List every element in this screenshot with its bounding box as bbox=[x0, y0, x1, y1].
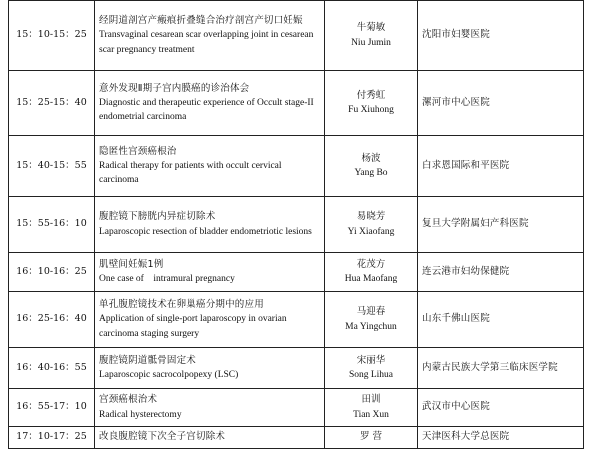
speaker-name-en: Ma Yingchun bbox=[345, 321, 397, 332]
hospital-cell: 复旦大学附属妇产科医院 bbox=[418, 197, 584, 253]
table-row bbox=[9, 348, 584, 389]
hospital-cell: 白求恩国际和平医院 bbox=[418, 136, 584, 197]
speaker-name-cn: 罗 营 bbox=[359, 431, 383, 443]
hospital-cell: 连云港市妇幼保健院 bbox=[418, 253, 584, 292]
time-slot: 16：25-16：40 bbox=[9, 292, 95, 348]
speaker-cell bbox=[325, 136, 418, 197]
time-slot: 15：40-15：55 bbox=[9, 136, 95, 197]
speaker-cell bbox=[325, 292, 418, 348]
topic-title-en: Application of single-port laparoscopy in ovarian carcinoma staging surgery bbox=[99, 314, 287, 339]
time-slot: 16：10-16：25 bbox=[9, 253, 95, 292]
speaker-cell bbox=[325, 389, 418, 427]
time-slot: 17：10-17：25 bbox=[9, 427, 95, 449]
topic-title-cn: 隐匿性宫颈癌根治 bbox=[99, 145, 177, 157]
hospital-cell: 山东千佛山医院 bbox=[418, 292, 584, 348]
topic-title-cn: 宫颈癌根治术 bbox=[99, 394, 158, 406]
topic-cell bbox=[95, 292, 325, 348]
topic-title-en: One case of intramural pregnancy bbox=[99, 274, 235, 284]
speaker-name-cn: 田训 bbox=[361, 394, 381, 406]
time-slot: 16：40-16：55 bbox=[9, 348, 95, 389]
topic-title-en: Transvaginal cesarean scar overlapping joint in cesarean scar pregnancy treatment bbox=[99, 30, 314, 55]
hospital-cell: 天津医科大学总医院 bbox=[418, 427, 584, 449]
table-row bbox=[9, 389, 584, 427]
topic-title-cn: 肌壁间妊娠1例 bbox=[99, 258, 164, 270]
topic-title-cn: 腹腔镜阴道骶骨固定术 bbox=[99, 354, 197, 366]
topic-cell bbox=[95, 253, 325, 292]
speaker-name-cn: 易晓芳 bbox=[356, 211, 386, 223]
speaker-cell bbox=[325, 1, 418, 71]
speaker-name-en: Tian Xun bbox=[353, 409, 389, 420]
topic-cell bbox=[95, 427, 325, 449]
topic-cell bbox=[95, 348, 325, 389]
topic-title-cn: 意外发现Ⅱ期子宫内膜癌的诊治体会 bbox=[99, 82, 250, 94]
topic-title-en: Radical therapy for patients with occult cervical carcinoma bbox=[99, 160, 282, 186]
hospital-cell: 武汉市中心医院 bbox=[418, 389, 584, 427]
topic-title-cn: 单孔腹腔镜技术在卵巢癌分期中的应用 bbox=[99, 299, 264, 311]
topic-title-cn: 改良腹腔镜下次全子宫切除术 bbox=[99, 431, 226, 443]
speaker-name-cn: 付秀虹 bbox=[356, 89, 386, 101]
table-row bbox=[9, 1, 584, 71]
schedule-table bbox=[8, 0, 584, 449]
table-row bbox=[9, 71, 584, 136]
topic-title-cn: 腹腔镜下膀胱内异症切除术 bbox=[99, 211, 216, 223]
table-row bbox=[9, 427, 584, 449]
topic-title-en: Diagnostic and therapeutic experience of Occult stage-II endometrial carcinoma bbox=[99, 97, 314, 123]
speaker-name-en: Hua Maofang bbox=[344, 274, 398, 284]
time-slot: 16：55-17：10 bbox=[9, 389, 95, 427]
topic-title-en: Laparoscopic resection of bladder endometriotic lesions bbox=[99, 226, 312, 237]
topic-cell bbox=[95, 389, 325, 427]
speaker-cell bbox=[325, 348, 418, 389]
speaker-cell bbox=[325, 253, 418, 292]
speaker-name-en: Song Lihua bbox=[348, 370, 394, 380]
topic-title-en: Laparoscopic sacrocolpopexy (LSC) bbox=[99, 370, 239, 380]
speaker-name-cn: 杨波 bbox=[361, 152, 381, 164]
topic-cell bbox=[95, 1, 325, 71]
table-row bbox=[9, 197, 584, 253]
speaker-name-cn: 马迎春 bbox=[356, 306, 386, 318]
speaker-cell bbox=[325, 197, 418, 253]
speaker-name-en: Niu Jumin bbox=[351, 37, 391, 48]
speaker-name-cn: 牛菊敏 bbox=[356, 22, 386, 34]
speaker-name-en: Yang Bo bbox=[354, 168, 388, 178]
speaker-name-cn: 宋丽华 bbox=[356, 354, 386, 366]
topic-cell bbox=[95, 197, 325, 253]
speaker-name-en: Fu Xiuhong bbox=[348, 105, 394, 115]
topic-title-en: Radical hysterectomy bbox=[99, 409, 182, 420]
topic-cell bbox=[95, 71, 325, 136]
table-row bbox=[9, 292, 584, 348]
hospital-cell: 漯河市中心医院 bbox=[418, 71, 584, 136]
hospital-cell: 内蒙古民族大学第三临床医学院 bbox=[418, 348, 584, 389]
speaker-cell bbox=[325, 427, 418, 449]
speaker-name-en: Yi Xiaofang bbox=[347, 226, 395, 237]
time-slot: 15：25-15：40 bbox=[9, 71, 95, 136]
speaker-name-cn: 花茂方 bbox=[356, 258, 386, 270]
table-row bbox=[9, 136, 584, 197]
topic-cell bbox=[95, 136, 325, 197]
speaker-cell bbox=[325, 71, 418, 136]
time-slot: 15：55-16：10 bbox=[9, 197, 95, 253]
hospital-cell: 沈阳市妇婴医院 bbox=[418, 1, 584, 71]
table-row bbox=[9, 253, 584, 292]
time-slot: 15：10-15：25 bbox=[9, 1, 95, 71]
topic-title-cn: 经阴道剖宫产瘢痕折叠缝合治疗剖宫产切口妊娠 bbox=[99, 15, 303, 27]
